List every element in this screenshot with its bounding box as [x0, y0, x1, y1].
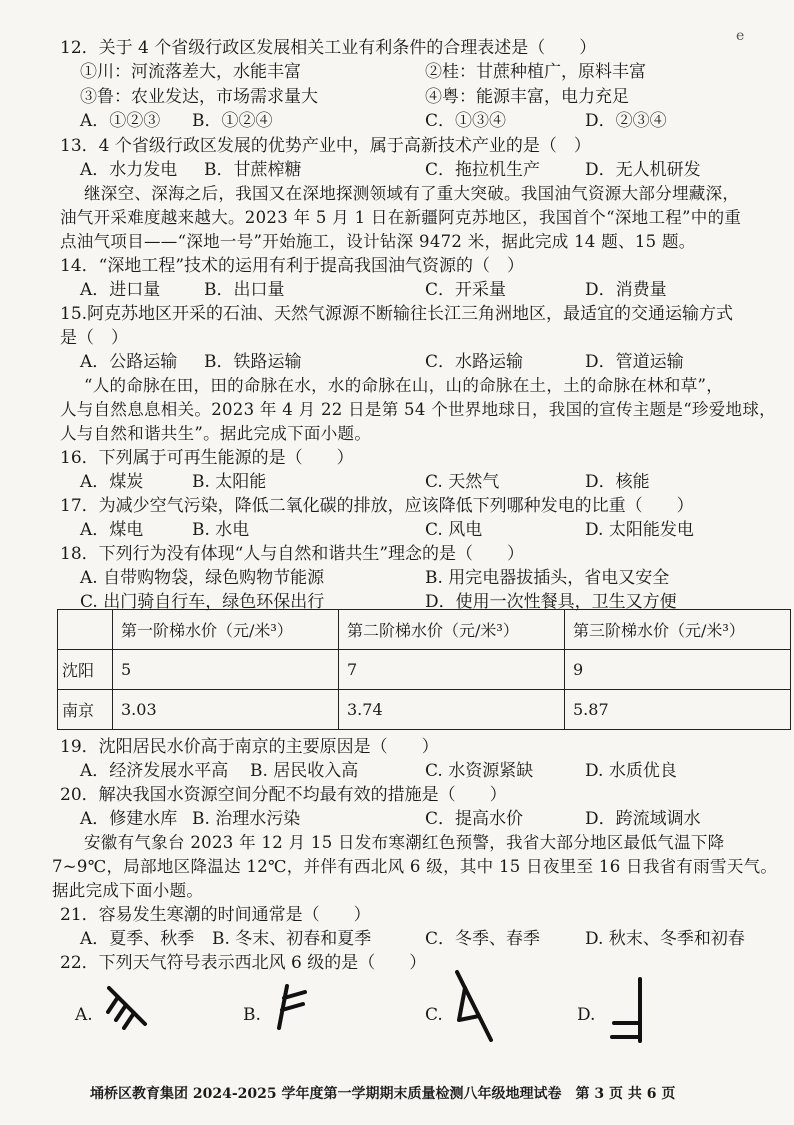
q22-stem: 22．下列天气符号表示西北风 6 级的是（ ） [60, 953, 427, 973]
q17-option-a[interactable]: A．煤电 [80, 520, 144, 540]
q15-option-d[interactable]: D．管道运输 [585, 352, 684, 372]
q18-option-a[interactable]: A. 自带购物袋，绿色购物节能源 [80, 568, 325, 588]
q12-stem: 12．关于 4 个省级行政区发展相关工业有利条件的合理表述是（ ） [60, 38, 597, 58]
q15-stem: 15.阿克苏地区开采的石油、天然气源源不断输往长江三角洲地区，最适宜的交通运输方式 [60, 304, 734, 324]
q12-statement-2: ②桂：甘蔗种植广，原料丰富 [425, 62, 646, 82]
passage2-line1: “人的命脉在田，田的命脉在水，水的命脉在山，山的命脉在土，土的命脉在林和草”， [84, 376, 724, 395]
passage1-line1: 继深空、深海之后，我国又在深地探测领域有了重大突破。我国油气资源大部分埋藏深， [84, 184, 740, 203]
passage1-line3: 点油气项目——“深地一号”开始施工，设计钻深 9472 米，据此完成 14 题、15 题。 [60, 232, 696, 251]
q12-statement-4: ④粤：能源丰富，电力充足 [425, 87, 629, 107]
q20-option-d[interactable]: D．跨流域调水 [585, 809, 701, 829]
q20-option-a[interactable]: A．修建水库 [80, 809, 178, 829]
table-cell: 5 [113, 650, 339, 690]
q20-option-b[interactable]: B. 治理水污染 [192, 809, 301, 829]
q14-option-b[interactable]: B．出口量 [204, 280, 285, 300]
q16-option-b[interactable]: B. 太阳能 [192, 472, 267, 492]
q19-option-c[interactable]: C. 水资源紧缺 [425, 761, 534, 781]
q21-option-c[interactable]: C．冬季、春季 [425, 929, 541, 949]
q22-option-d[interactable]: D. [577, 1005, 596, 1025]
q15-option-a[interactable]: A．公路运输 [80, 352, 178, 372]
q20-stem: 20．解决我国水资源空间分配不均最有效的措施是（ ） [60, 785, 507, 805]
q14-option-d[interactable]: D．消费量 [585, 280, 667, 300]
q17-option-b[interactable]: B. 水电 [192, 520, 250, 540]
wind-symbol-a-icon [95, 980, 155, 1040]
q18-stem: 18．下列行为没有体现“人与自然和谐共生”理念的是（ ） [60, 544, 525, 564]
q12-option-d[interactable]: D．②③④ [585, 111, 667, 131]
passage1-line2: 油气开采难度越来越大。2023 年 5 月 1 日在新疆阿克苏地区，我国首个“深地工程”中的重 [60, 208, 742, 227]
passage2-line3: 人与自然和谐共生”。据此完成下面小题。 [60, 424, 372, 443]
q12-statement-1: ①川：河流落差大，水能丰富 [80, 62, 301, 82]
passage3-line3: 据此完成下面小题。 [52, 881, 204, 900]
q13-stem: 13．4 个省级行政区发展的优势产业中，属于高新技术产业的是（ ） [60, 136, 591, 156]
q12-option-c[interactable]: C．①③④ [425, 111, 507, 131]
table-cell: 7 [339, 650, 565, 690]
table-cell: 3.74 [339, 690, 565, 730]
q22-option-a[interactable]: A. [75, 1005, 93, 1025]
passage2-line2: 人与自然息息相关。2023 年 4 月 22 日是第 54 个世界地球日，我国的宣传主题是“珍爱地球， [60, 400, 776, 419]
q17-option-c[interactable]: C. 风电 [425, 520, 483, 540]
q17-stem: 17．为减少空气污染，降低二氧化碳的排放，应该降低下列哪种发电的比重（ ） [60, 496, 694, 516]
q14-option-a[interactable]: A．进口量 [80, 280, 161, 300]
q16-option-a[interactable]: A．煤炭 [80, 472, 144, 492]
table-corner-cell [58, 610, 113, 650]
wind-symbol-d-icon [600, 975, 660, 1047]
q16-option-c[interactable]: C. 天然气 [425, 472, 500, 492]
wind-symbol-c-icon [445, 968, 500, 1046]
q12-option-b[interactable]: B．①②④ [192, 111, 273, 131]
q13-option-d[interactable]: D．无人机研发 [585, 160, 701, 180]
q20-option-c[interactable]: C．提高水价 [425, 809, 524, 829]
q21-option-b[interactable]: B. 冬末、初春和夏季 [212, 929, 372, 949]
q16-option-d[interactable]: D．核能 [585, 472, 650, 492]
q12-option-a[interactable]: A．①②③ [80, 111, 161, 131]
q15-option-b[interactable]: B．铁路运输 [204, 352, 302, 372]
page-footer: 埇桥区教育集团 2024-2025 学年度第一学期期末质量检测八年级地理试卷 第 3 页 共 6 页 [90, 1086, 676, 1102]
table-row [58, 690, 791, 730]
q18-option-d[interactable]: D．使用一次性餐具，卫生又方便 [425, 592, 677, 612]
table-cell: 9 [565, 650, 791, 690]
q18-option-b[interactable]: B. 用完电器拔插头，省电又安全 [425, 568, 670, 588]
q19-option-a[interactable]: A．经济发展水平高 [80, 761, 229, 781]
passage3-line2: 7~9℃，局部地区降温达 12℃，并伴有西北风 6 级，其中 15 日夜里至 16 日我省有雨雪天气。 [52, 857, 778, 876]
q21-stem: 21．容易发生寒潮的时间通常是（ ） [60, 905, 371, 925]
q14-stem: 14．“深地工程”技术的运用有利于提高我国油气资源的（ ） [60, 256, 525, 276]
q16-stem: 16．下列属于可再生能源的是（ ） [60, 448, 354, 468]
q22-option-b[interactable]: B. [243, 1005, 261, 1025]
q15-option-c[interactable]: C．水路运输 [425, 352, 524, 372]
q13-option-a[interactable]: A．水力发电 [80, 160, 178, 180]
q19-option-d[interactable]: D. 水质优良 [585, 761, 677, 781]
table-cell: 3.03 [113, 690, 339, 730]
table-cell-city: 南京 [58, 690, 113, 730]
q22-option-c[interactable]: C. [425, 1005, 443, 1025]
q13-option-b[interactable]: B．甘蔗榨糖 [204, 160, 302, 180]
q19-option-b[interactable]: B. 居民收入高 [250, 761, 359, 781]
q18-option-c[interactable]: C. 出门骑自行车，绿色环保出行 [80, 592, 325, 612]
q19-stem: 19．沈阳居民水价高于南京的主要原因是（ ） [60, 737, 439, 757]
corner-mark: e [736, 28, 745, 44]
q13-option-c[interactable]: C．拖拉机生产 [425, 160, 541, 180]
q14-option-c[interactable]: C．开采量 [425, 280, 507, 300]
table-header-tier2: 第二阶梯水价（元/米³） [339, 610, 565, 650]
passage3-line1: 安徽有气象台 2023 年 12 月 15 日发布寒潮红色预警，我省大部分地区最低气温下降 [84, 833, 725, 852]
q17-option-d[interactable]: D. 太阳能发电 [585, 520, 694, 540]
q21-option-d[interactable]: D. 秋末、冬季和初春 [585, 929, 745, 949]
table-row [58, 650, 791, 690]
table-header-tier1: 第一阶梯水价（元/米³） [113, 610, 339, 650]
q21-option-a[interactable]: A．夏季、秋季 [80, 929, 195, 949]
q15-stem-cont: 是（ ） [60, 328, 128, 348]
table-header-tier3: 第三阶梯水价（元/米³） [565, 610, 791, 650]
table-header-row [58, 610, 791, 650]
table-cell: 5.87 [565, 690, 791, 730]
table-cell-city: 沈阳 [58, 650, 113, 690]
q12-statement-3: ③鲁：农业发达，市场需求量大 [80, 87, 318, 107]
water-price-table [57, 609, 791, 730]
wind-symbol-b-icon [265, 982, 320, 1042]
